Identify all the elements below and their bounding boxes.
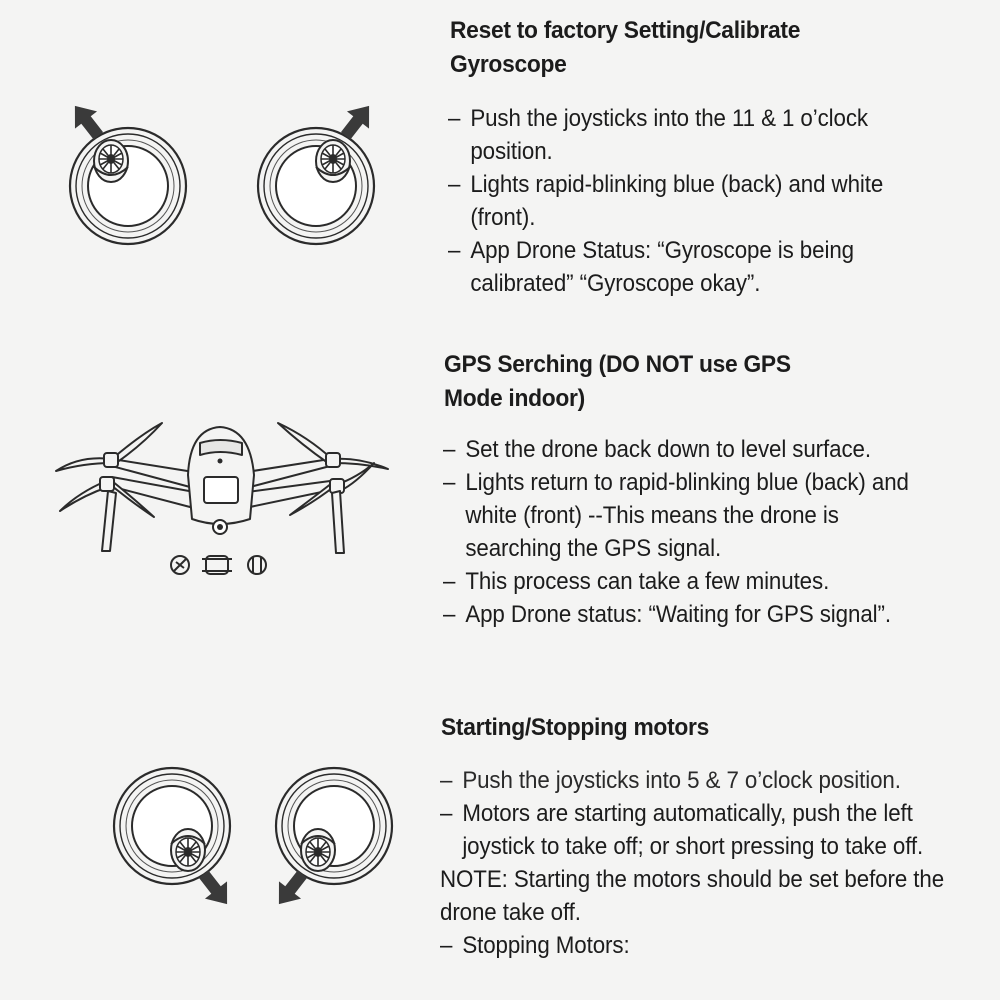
list-item: – Push the joysticks into the 11 & 1 o’clock position. bbox=[448, 102, 920, 168]
list-item: – App Drone status: “Waiting for GPS signal”. bbox=[443, 598, 923, 631]
list-item: – Lights return to rapid-blinking blue (back) and white (front) --This means the drone is searching the GPS signal. bbox=[443, 466, 923, 565]
heading-line: GPS Serching (DO NOT use GPS bbox=[444, 351, 791, 378]
section-heading-calibrate-gyroscope bbox=[450, 14, 800, 82]
heading-line: Mode indoor) bbox=[444, 385, 585, 412]
motor-steps-list bbox=[440, 764, 956, 962]
joysticks-5-and-7-oclock-icon bbox=[100, 760, 420, 920]
gps-steps-list bbox=[443, 433, 923, 631]
list-item: – This process can take a few minutes. bbox=[443, 565, 923, 598]
list-item: – Set the drone back down to level surface. bbox=[443, 433, 923, 466]
joysticks-11-and-1-oclock-icon bbox=[40, 80, 400, 280]
section-heading-starting-stopping-motors bbox=[441, 711, 709, 745]
list-item: – Stopping Motors: bbox=[440, 929, 956, 962]
list-item: – App Drone Status: “Gyroscope is being calibrated” “Gyroscope okay”. bbox=[448, 234, 920, 300]
list-item: – Lights rapid-blinking blue (back) and white (front). bbox=[448, 168, 920, 234]
heading-line: Reset to factory Setting/Calibrate bbox=[450, 17, 801, 44]
list-item: – Motors are starting automatically, push the left joystick to take off; or short pressing to take off. bbox=[440, 797, 956, 863]
heading-line: Starting/Stopping motors bbox=[441, 714, 710, 741]
heading-line: Gyroscope bbox=[450, 51, 567, 78]
section-heading-gps-searching bbox=[444, 348, 791, 416]
note-text: NOTE: Starting the motors should be set before the drone take off. bbox=[440, 866, 945, 926]
calibrate-steps-list bbox=[448, 102, 920, 300]
drone-with-status-lights-icon bbox=[50, 415, 395, 585]
list-item: – Push the joysticks into 5 & 7 o’clock position. bbox=[440, 764, 956, 797]
